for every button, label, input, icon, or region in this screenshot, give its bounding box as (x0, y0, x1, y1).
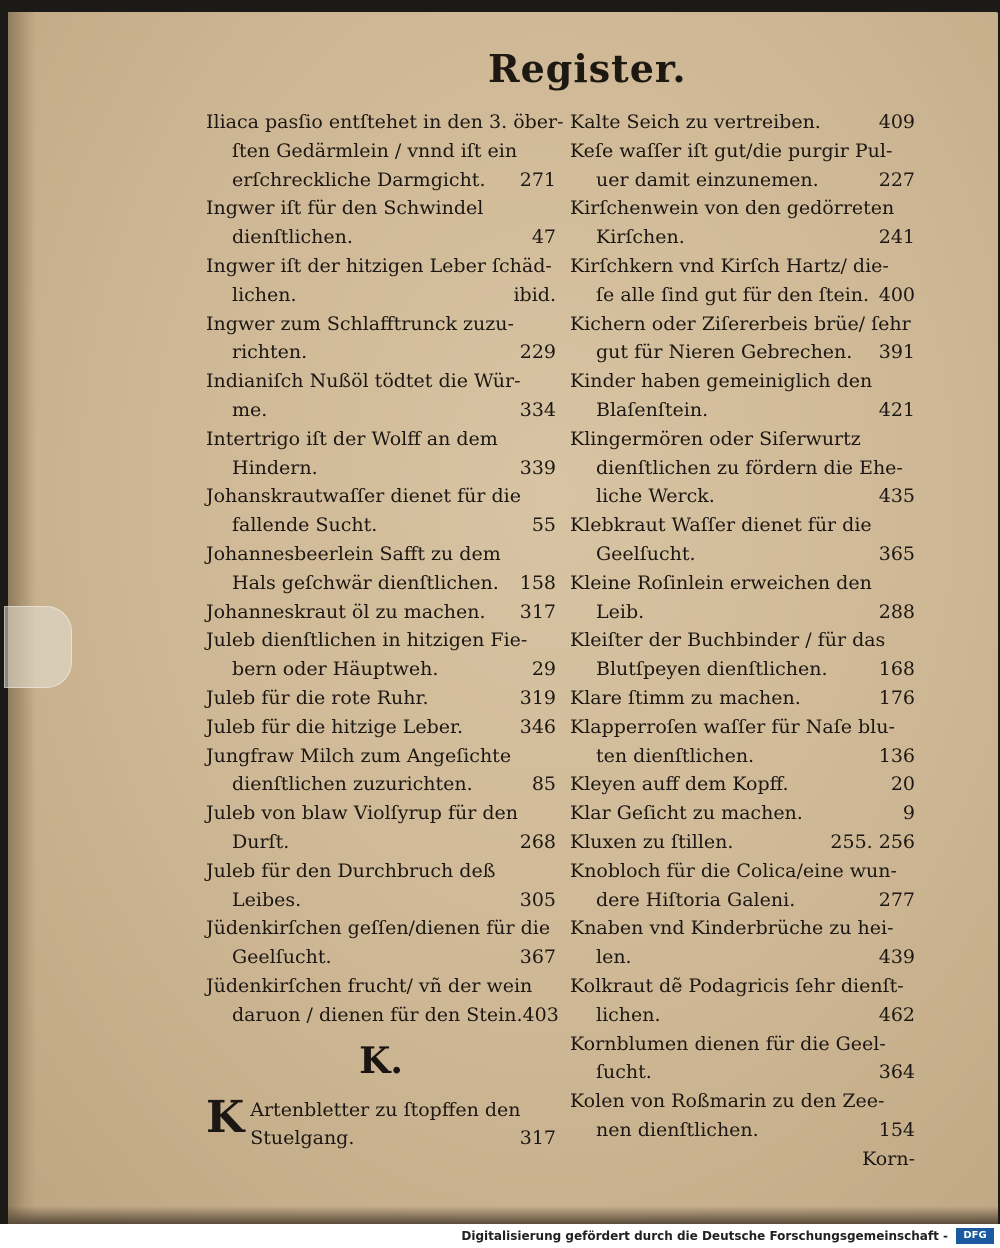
register-entry (570, 972, 915, 1030)
register-entry (206, 310, 556, 368)
page-number: 271 (519, 168, 556, 191)
register-entry (206, 914, 556, 972)
entry-line (206, 252, 556, 281)
entry-line (570, 914, 915, 943)
page-number: 319 (519, 686, 556, 709)
register-entry (570, 626, 915, 684)
entry-line (206, 367, 556, 396)
page-number: 55 (531, 514, 556, 537)
entry-text: Ingwer iſt für den Schwindel (206, 197, 484, 220)
entry-text: Kleine Roſinlein erweichen den (570, 571, 872, 594)
entry-line (570, 799, 915, 828)
entry-line (206, 194, 556, 223)
entry-text: Klare ſtimm zu machen. (570, 686, 801, 709)
entry-line (206, 713, 556, 742)
page-number: 85 (531, 773, 556, 796)
register-entry (570, 713, 915, 771)
bookmark-tab (4, 606, 72, 688)
footer-text: Digitalisierung gefördert durch die Deutsche Forschungsgemeinschaft - (461, 1229, 948, 1243)
register-entry (570, 828, 915, 857)
entry-text: lichen. (232, 283, 297, 306)
page-number: 317 (519, 1127, 556, 1150)
entry-text: Juleb dienſtlichen in hitzigen Fie- (206, 629, 528, 652)
entry-line (570, 367, 915, 396)
entry-text: nen dienſtlichen. (596, 1118, 759, 1141)
entry-line (206, 338, 556, 367)
entry-line (570, 1087, 915, 1116)
entry-text: me. (232, 398, 268, 421)
entry-text: Blutſpeyen dienſtlichen. (596, 658, 828, 681)
register-entry (206, 252, 556, 310)
register-entry (570, 770, 915, 799)
entry-line (570, 1001, 915, 1030)
register-entry (206, 108, 564, 194)
entry-text: Johanneskraut öl zu machen. (206, 600, 486, 623)
entry-text: Hals geſchwär dienſtlichen. (232, 571, 499, 594)
entry-text: len. (596, 946, 632, 969)
register-entry (206, 857, 556, 915)
entry-text: daruon / dienen für den Stein. (232, 1003, 523, 1026)
page-number: 367 (519, 946, 556, 969)
register-entry (570, 914, 915, 972)
page-number: 227 (878, 168, 915, 191)
entry-line (206, 137, 556, 166)
entry-text: Juleb für die rote Ruhr. (206, 686, 429, 709)
page-number: 20 (890, 773, 915, 796)
entry-text: Johannesbeerlein Safft zu dem (206, 542, 501, 565)
page-number: 334 (519, 398, 556, 421)
entry-line (570, 569, 915, 598)
entry-text: Klar Geſicht zu machen. (570, 802, 803, 825)
entry-line (570, 943, 915, 972)
entry-text: uer damit einzunemen. (596, 168, 819, 191)
entry-line (570, 425, 915, 454)
register-entry (570, 1030, 915, 1088)
entry-text: Juleb für die hitzige Leber. (206, 715, 464, 738)
entry-line (206, 655, 556, 684)
entry-line (206, 540, 556, 569)
entry-line (206, 396, 556, 425)
footer-bar (0, 1224, 1000, 1248)
entry-text: Hindern. (232, 456, 318, 479)
page-number: 158 (519, 571, 556, 594)
page-number: 409 (878, 111, 915, 133)
entry-line (570, 972, 915, 1001)
entry-line (570, 540, 915, 569)
page-number: 435 (878, 485, 915, 508)
entry-text: Kluxen zu ſtillen. (570, 830, 734, 853)
register-entry (206, 194, 556, 252)
page-header: Register. (488, 46, 687, 91)
entry-text: Stuelgang. (250, 1127, 355, 1150)
entry-text: Geelſucht. (596, 542, 696, 565)
entry-line (570, 713, 915, 742)
entry-line (570, 598, 915, 627)
page-number: 391 (878, 341, 915, 364)
page-number: 462 (878, 1003, 915, 1026)
register-entry (206, 482, 556, 540)
entry-line (570, 252, 915, 281)
entry-text: Klapperroſen waſſer für Naſe blu- (570, 715, 895, 738)
entry-line (570, 886, 915, 915)
page-number: 305 (519, 888, 556, 911)
entry-line (206, 223, 556, 252)
page-number: 421 (878, 398, 915, 421)
entry-text: Keſe waſſer iſt gut/die purgir Pul- (570, 139, 893, 162)
entry-text: Indianiſch Nußöl tödtet die Wür- (206, 370, 521, 393)
page-number: 136 (878, 744, 915, 767)
entry-text: Kolen von Roßmarin zu den Zee- (570, 1090, 885, 1113)
entry-text: Knaben vnd Kinderbrüche zu hei- (570, 917, 894, 940)
entry-line (570, 684, 915, 713)
entry-line (206, 857, 556, 886)
entry-text: Artenbletter zu ſtopffen den (250, 1098, 521, 1121)
entry-line (206, 626, 556, 655)
entry-line (570, 281, 915, 310)
entry-text: ſucht. (596, 1061, 652, 1084)
register-entry (206, 799, 556, 857)
entry-text: Klingermören oder Siſerwurtz (570, 427, 861, 450)
entry-text: Kirſchenwein von den gedörreten (570, 197, 895, 220)
entry-line (570, 1116, 915, 1145)
entry-text: dienſtlichen zuzurichten. (232, 773, 473, 796)
register-entry (570, 569, 915, 627)
entry-text: Geelſucht. (232, 946, 332, 969)
entry-line (206, 281, 556, 310)
entry-line (206, 166, 556, 195)
entry-line (250, 1124, 556, 1153)
page-number: 339 (519, 456, 556, 479)
entry-line (206, 828, 556, 857)
entry-text: Knobloch für die Colica/eine wun- (570, 859, 897, 882)
entry-text: Ingwer zum Schlafftrunck zuzu- (206, 312, 514, 335)
entry-line (570, 1030, 915, 1059)
entry-text: Jungfraw Milch zum Angeſichte (206, 744, 512, 767)
dfg-logo[interactable]: DFG (956, 1228, 994, 1244)
register-entry (206, 598, 556, 627)
entry-text: fallende Sucht. (232, 514, 378, 537)
entry-line (206, 742, 556, 771)
entry-text: Kinder haben gemeiniglich den (570, 370, 873, 393)
entry-line (570, 108, 915, 137)
register-entry (206, 713, 556, 742)
entry-line (570, 482, 915, 511)
register-entry (570, 194, 915, 252)
entry-text: Iliaca pasſio entſtehet in den 3. öber- (206, 111, 564, 133)
page-number: 154 (878, 1118, 915, 1141)
entry-text: Juleb von blaw Violſyrup für den (206, 802, 518, 825)
register-entry (206, 425, 556, 483)
entry-line (206, 943, 556, 972)
entry-text: dienſtlichen. (232, 226, 353, 249)
entry-text: Ingwer iſt der hitzigen Leber ſchäd- (206, 254, 552, 277)
page-number: 176 (878, 686, 915, 709)
register-entry (206, 540, 556, 598)
entry-line (570, 1058, 915, 1087)
page-number: 365 (878, 542, 915, 565)
register-entry (570, 310, 915, 368)
page-number: 9 (902, 802, 915, 825)
entry-text: Johanskrautwaſſer dienet für die (206, 485, 521, 508)
entry-line (206, 799, 556, 828)
entry-text: dere Hiſtoria Galeni. (596, 888, 796, 911)
page-number: 364 (878, 1061, 915, 1084)
entry-line (570, 137, 915, 166)
entry-line (250, 1096, 556, 1125)
entry-line (570, 396, 915, 425)
entry-text: erſchreckliche Darmgicht. (232, 168, 486, 191)
entry-text: lichen. (596, 1003, 661, 1026)
page-number: 268 (519, 830, 556, 853)
entry-text: Leib. (596, 600, 645, 623)
entry-line (206, 511, 556, 540)
page-number: ibid. (513, 283, 556, 306)
entry-line (206, 770, 556, 799)
entry-line (570, 454, 915, 483)
drop-cap: K (206, 1091, 245, 1143)
entry-text: Klebkraut Waſſer dienet für die (570, 514, 872, 537)
entry-text: gut für Nieren Gebrechen. (596, 341, 853, 364)
register-entry (206, 972, 559, 1030)
entry-line (206, 684, 556, 713)
page-number: 255. 256 (830, 830, 915, 853)
register-entry (206, 742, 556, 800)
entry-line (570, 626, 915, 655)
entry-line (206, 454, 556, 483)
entry-line (206, 108, 564, 137)
entry-line (570, 828, 915, 857)
entry-text: ſe alle ſind gut für den ſtein. (596, 283, 870, 306)
entry-text: dienſtlichen zu fördern die Ehe- (596, 456, 903, 479)
entry-line (570, 511, 915, 540)
entry-line (570, 194, 915, 223)
entry-line (206, 972, 556, 1001)
entry-text: Jüdenkirſchen geſſen/dienen für die (206, 917, 551, 940)
page-number: 346 (519, 715, 556, 738)
entry-line (570, 223, 915, 252)
entry-line (206, 425, 556, 454)
register-entry (206, 626, 556, 684)
register-entry (570, 252, 915, 310)
entry-text: Kirſchen. (596, 226, 685, 249)
page-number: 229 (519, 341, 556, 364)
entry-line (206, 569, 556, 598)
page-number: 47 (531, 226, 556, 249)
entry-line (206, 886, 556, 915)
register-entry (570, 1087, 915, 1145)
register-entry (570, 137, 915, 195)
entry-line (570, 742, 915, 771)
entry-text: Kornblumen dienen für die Geel- (570, 1032, 886, 1055)
entry-text: Kleiſter der Buchbinder / für das (570, 629, 886, 652)
entry-line (570, 770, 915, 799)
register-entry (570, 367, 915, 425)
page-number: 168 (878, 658, 915, 681)
entry-text: Kichern oder Ziſererbeis brüe/ ſehr (570, 312, 911, 335)
register-entry (570, 684, 915, 713)
entry-text: Kalte Seich zu vertreiben. (570, 111, 821, 133)
entry-text: Intertrigo iſt der Wolff an dem (206, 427, 498, 450)
entry-line (570, 857, 915, 886)
page-number: 277 (878, 888, 915, 911)
register-entry (570, 425, 915, 511)
entry-line (570, 310, 915, 339)
register-entry (570, 857, 915, 915)
entry-line (570, 655, 915, 684)
register-entry (570, 511, 915, 569)
entry-text: Kleyen auff dem Kopff. (570, 773, 789, 796)
page-number: 241 (878, 226, 915, 249)
entry-text: ſten Gedärmlein / vnnd iſt ein (232, 139, 518, 162)
entry-text: ten dienſtlichen. (596, 744, 755, 767)
entry-line (206, 482, 556, 511)
right-column (570, 108, 915, 1173)
entry-line (570, 338, 915, 367)
page-number: 400 (878, 283, 915, 306)
entry-line (206, 310, 556, 339)
page-number: 317 (519, 600, 556, 623)
entry-line (206, 598, 556, 627)
catchword: Korn- (862, 1147, 915, 1170)
entry-text: richten. (232, 341, 308, 364)
page-bottom-edge (8, 1206, 998, 1224)
entry-text: Leibes. (232, 888, 302, 911)
register-entry (206, 684, 556, 713)
page-number: 29 (531, 658, 556, 681)
entry-text: Kolkraut dẽ Podagricis ſehr dienſt- (570, 974, 904, 997)
entry-text: Jüdenkirſchen frucht/ vñ der wein (206, 974, 533, 997)
register-entry (206, 367, 556, 425)
left-column (206, 108, 564, 1153)
page-number: 439 (878, 946, 915, 969)
register-entry (206, 1091, 556, 1154)
entry-text: Juleb für den Durchbruch deß (206, 859, 496, 882)
entry-text: bern oder Häuptweh. (232, 658, 439, 681)
section-letter: K. (359, 1039, 403, 1082)
register-entry (570, 108, 915, 137)
entry-line (206, 1001, 559, 1030)
entry-text: Kirſchkern vnd Kirſch Hartz/ die- (570, 254, 889, 277)
entry-text: Durſt. (232, 830, 290, 853)
entry-line (570, 166, 915, 195)
entry-text: liche Werck. (596, 485, 715, 508)
entry-text: Blaſenſtein. (596, 398, 709, 421)
page-number: 288 (878, 600, 915, 623)
register-entry (570, 799, 915, 828)
entry-line (206, 914, 556, 943)
page-number: 403 (522, 1003, 559, 1026)
